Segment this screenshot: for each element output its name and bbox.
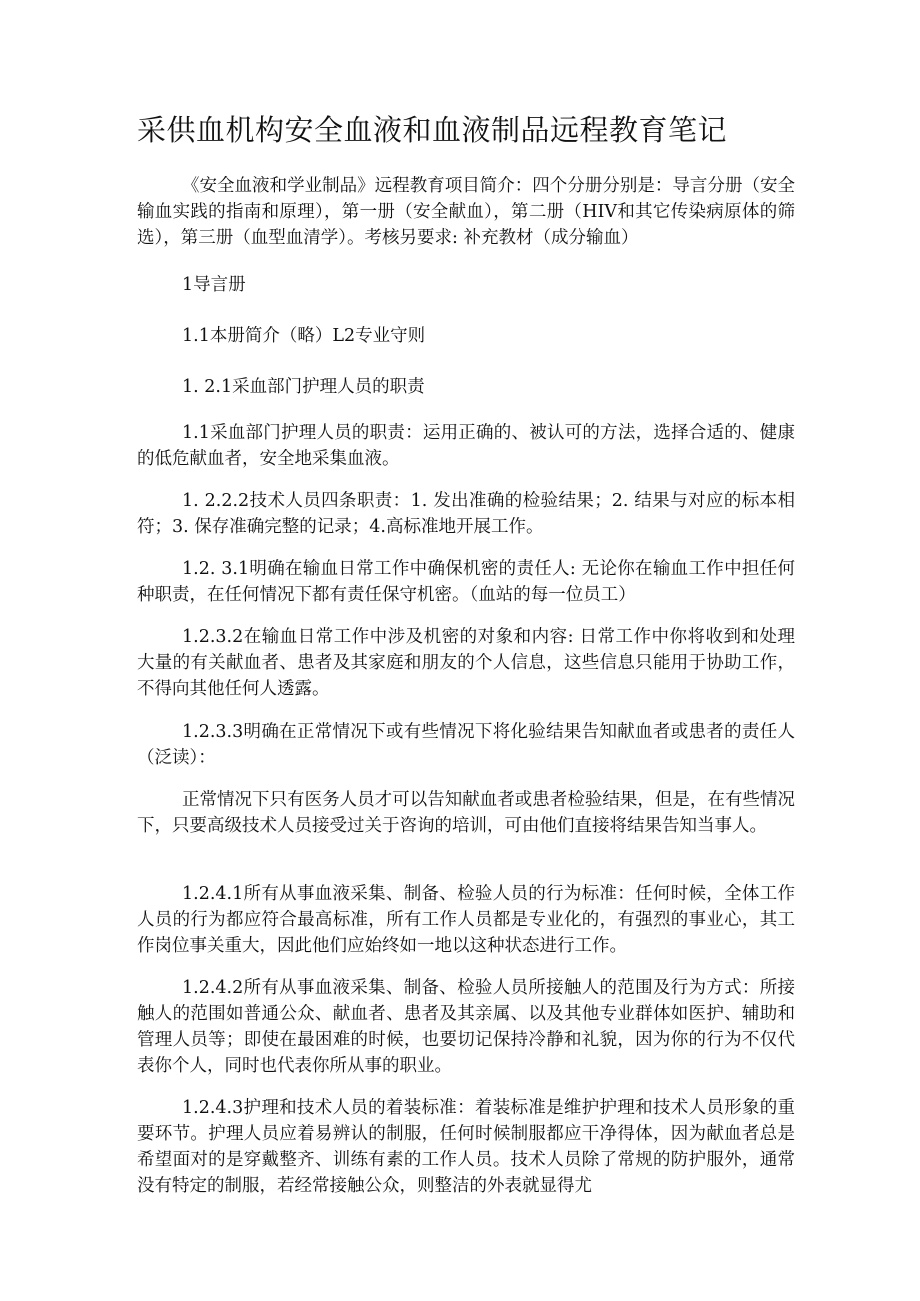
- paragraph-section-2-1: 1. 2.1采血部门护理人员的职责: [182, 377, 425, 397]
- paragraph-confidentiality-owner: 1.2. 3.1明确在输血日常工作中确保机密的责任人: 无论你在输血工作中担任何种职责，在任何情况下都有责任保守机密。（血站的每一位员工）: [137, 559, 795, 605]
- paragraph-intro: 《安全血液和学业制品》远程教育项目简介：四个分册分别是：导言分册（安全输血实践的指南和原理），第一册（安全献血），第二册（HIV和其它传染病原体的筛选），第三册（血型血清学）。考核另要求: 补充教材（成分输血）: [137, 176, 795, 248]
- paragraph-section-1-1: 1.1本册简介（略）L2专业守则: [182, 326, 426, 346]
- document-title: 采供血机构安全血液和血液制品远程教育笔记: [137, 113, 728, 147]
- paragraph-technician-duties: 1. 2.2.2技术人员四条职责：1. 发出准确的检验结果；2. 结果与对应的标本相符；3. 保存准确完整的记录；4.高标准地开展工作。: [137, 491, 795, 537]
- paragraph-confidentiality-content: 1.2.3.2在输血日常工作中涉及机密的对象和内容: 日常工作中你将收到和处理大量的有关献血者、患者及其家庭和朋友的个人信息，这些信息只能用于协助工作，不得向其他任何人透露。: [137, 627, 795, 699]
- paragraph-nurse-duties: 1.1采血部门护理人员的职责：运用正确的、被认可的方法，选择合适的、健康的低危献血者，安全地采集血液。: [137, 423, 795, 469]
- paragraph-behavior-standard: 1.2.4.1所有从事血液采集、制备、检验人员的行为标准：任何时候，全体工作人员的行为都应符合最高标准，所有工作人员都是专业化的，有强烈的事业心，其工作岗位事关重大，因此他们应始终如一地以这种状态进行工作。: [137, 884, 795, 956]
- paragraph-contact-scope: 1.2.4.2所有从事血液采集、制备、检验人员所接触人的范围及行为方式：所接触人的范围如普通公众、献血者、患者及其亲属、以及其他专业群体如医护、辅助和管理人员等；即使在最困难的时候，也要切记保持冷静和礼貌，因为你的行为不仅代表你个人，同时也代表你所从事的职业。: [137, 978, 795, 1076]
- paragraph-section-1: 1导言册: [182, 275, 246, 295]
- paragraph-normal-situation: 正常情况下只有医务人员才可以告知献血者或患者检验结果，但是，在有些情况下，只要高级技术人员接受过关于咨询的培训，可由他们直接将结果告知当事人。: [137, 790, 795, 836]
- paragraph-dress-code: 1.2.4.3护理和技术人员的着装标准：着装标准是维护护理和技术人员形象的重要环节。护理人员应着易辨认的制服，任何时候制服都应干净得体，因为献血者总是希望面对的是穿戴整齐、训练有素的工作人员。技术人员除了常规的防护服外，通常没有特定的制服，若经常接触公众，则整洁的外表就显得尤: [137, 1098, 795, 1196]
- paragraph-result-notification: 1.2.3.3明确在正常情况下或有些情况下将化验结果告知献血者或患者的责任人（泛读）：: [137, 722, 795, 768]
